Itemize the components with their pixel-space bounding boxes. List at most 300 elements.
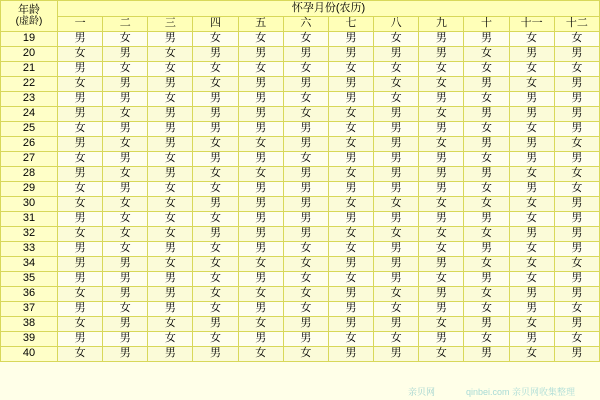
prediction-cell: 男 (419, 152, 464, 167)
age-cell: 32 (1, 227, 58, 242)
prediction-cell: 女 (103, 212, 148, 227)
prediction-cell: 女 (464, 332, 509, 347)
prediction-cell: 男 (238, 107, 283, 122)
prediction-cell: 男 (554, 197, 599, 212)
prediction-cell: 女 (193, 212, 238, 227)
prediction-cell: 男 (328, 347, 373, 362)
table-row (1, 47, 600, 62)
prediction-cell: 女 (148, 212, 193, 227)
prediction-cell: 男 (103, 287, 148, 302)
prediction-cell: 男 (148, 347, 193, 362)
month-header-7: 七 (328, 17, 373, 32)
prediction-cell: 女 (419, 272, 464, 287)
prediction-cell: 男 (509, 332, 554, 347)
prediction-cell: 男 (554, 242, 599, 257)
prediction-cell: 男 (554, 272, 599, 287)
prediction-cell: 男 (103, 317, 148, 332)
prediction-cell: 女 (193, 332, 238, 347)
prediction-cell: 女 (464, 197, 509, 212)
prediction-cell: 男 (509, 107, 554, 122)
prediction-cell: 女 (328, 62, 373, 77)
prediction-cell: 男 (58, 257, 103, 272)
prediction-cell: 女 (509, 317, 554, 332)
prediction-cell: 女 (554, 167, 599, 182)
prediction-cell: 男 (238, 92, 283, 107)
prediction-cell: 女 (58, 47, 103, 62)
prediction-cell: 女 (419, 242, 464, 257)
prediction-cell: 男 (419, 332, 464, 347)
prediction-cell: 女 (283, 272, 328, 287)
prediction-cell: 女 (103, 197, 148, 212)
age-cell: 27 (1, 152, 58, 167)
prediction-cell: 女 (283, 107, 328, 122)
prediction-cell: 女 (509, 122, 554, 137)
prediction-cell: 女 (464, 47, 509, 62)
prediction-cell: 女 (328, 332, 373, 347)
prediction-cell: 女 (328, 227, 373, 242)
prediction-cell: 女 (554, 137, 599, 152)
prediction-cell: 男 (328, 47, 373, 62)
footer-strip (0, 384, 600, 400)
prediction-cell: 女 (509, 347, 554, 362)
prediction-cell: 女 (509, 77, 554, 92)
prediction-cell: 男 (148, 287, 193, 302)
table-row (1, 227, 600, 242)
prediction-cell: 女 (283, 302, 328, 317)
table-body (1, 32, 600, 362)
prediction-cell: 女 (374, 77, 419, 92)
prediction-cell: 男 (374, 212, 419, 227)
table-row (1, 182, 600, 197)
prediction-cell: 女 (509, 242, 554, 257)
watermark-right: qinbei.com 亲贝网收集整理 (466, 387, 576, 397)
prediction-cell: 男 (419, 92, 464, 107)
prediction-cell: 男 (328, 152, 373, 167)
prediction-cell: 女 (193, 77, 238, 92)
prediction-cell: 女 (148, 152, 193, 167)
prediction-cell: 男 (103, 332, 148, 347)
prediction-cell: 女 (238, 137, 283, 152)
prediction-cell: 男 (58, 32, 103, 47)
prediction-cell: 女 (148, 92, 193, 107)
prediction-cell: 男 (554, 152, 599, 167)
prediction-cell: 男 (238, 77, 283, 92)
prediction-cell: 男 (103, 77, 148, 92)
prediction-cell: 男 (328, 77, 373, 92)
prediction-cell: 男 (58, 332, 103, 347)
prediction-cell: 女 (509, 62, 554, 77)
prediction-cell: 男 (419, 47, 464, 62)
prediction-cell: 男 (509, 227, 554, 242)
prediction-cell: 男 (148, 167, 193, 182)
age-cell: 33 (1, 242, 58, 257)
age-cell: 26 (1, 137, 58, 152)
prediction-cell: 男 (328, 302, 373, 317)
prediction-cell: 男 (374, 47, 419, 62)
prediction-cell: 女 (58, 347, 103, 362)
prediction-cell: 男 (193, 122, 238, 137)
prediction-cell: 女 (419, 137, 464, 152)
prediction-cell: 女 (193, 32, 238, 47)
prediction-cell: 男 (464, 212, 509, 227)
prediction-cell: 女 (554, 302, 599, 317)
prediction-cell: 男 (374, 152, 419, 167)
header-title-row (1, 1, 600, 17)
prediction-cell: 男 (103, 92, 148, 107)
prediction-cell: 女 (103, 137, 148, 152)
prediction-cell: 男 (238, 122, 283, 137)
prediction-cell: 男 (554, 77, 599, 92)
prediction-cell: 女 (283, 92, 328, 107)
prediction-cell: 男 (193, 92, 238, 107)
prediction-cell: 女 (283, 287, 328, 302)
month-header-6: 六 (283, 17, 328, 32)
prediction-cell: 男 (58, 167, 103, 182)
prediction-cell: 女 (148, 257, 193, 272)
prediction-cell: 男 (58, 62, 103, 77)
age-cell: 36 (1, 287, 58, 302)
prediction-cell: 女 (419, 197, 464, 212)
prediction-cell: 男 (283, 167, 328, 182)
prediction-cell: 男 (374, 257, 419, 272)
prediction-cell: 女 (419, 107, 464, 122)
prediction-cell: 男 (238, 332, 283, 347)
prediction-cell: 女 (464, 92, 509, 107)
prediction-cell: 女 (193, 167, 238, 182)
prediction-cell: 男 (509, 47, 554, 62)
age-cell: 39 (1, 332, 58, 347)
age-cell: 37 (1, 302, 58, 317)
prediction-cell: 男 (238, 47, 283, 62)
prediction-cell: 男 (103, 347, 148, 362)
table-row (1, 137, 600, 152)
age-cell: 20 (1, 47, 58, 62)
prediction-cell: 女 (328, 272, 373, 287)
prediction-cell: 女 (148, 62, 193, 77)
prediction-cell: 男 (238, 242, 283, 257)
prediction-cell: 女 (509, 167, 554, 182)
prediction-cell: 女 (238, 317, 283, 332)
prediction-cell: 男 (328, 212, 373, 227)
prediction-cell: 男 (238, 182, 283, 197)
age-cell: 30 (1, 197, 58, 212)
prediction-cell: 女 (148, 197, 193, 212)
prediction-cell: 男 (328, 287, 373, 302)
prediction-cell: 女 (193, 272, 238, 287)
prediction-cell: 男 (374, 347, 419, 362)
age-cell: 25 (1, 122, 58, 137)
table-row (1, 62, 600, 77)
prediction-cell: 女 (374, 92, 419, 107)
table-row (1, 332, 600, 347)
month-header-5: 五 (238, 17, 283, 32)
prediction-cell: 男 (58, 272, 103, 287)
prediction-cell: 男 (554, 317, 599, 332)
age-cell: 21 (1, 62, 58, 77)
prediction-cell: 女 (509, 272, 554, 287)
prediction-cell: 男 (283, 227, 328, 242)
prediction-cell: 男 (193, 197, 238, 212)
prediction-cell: 女 (328, 122, 373, 137)
prediction-cell: 女 (419, 317, 464, 332)
prediction-cell: 男 (554, 212, 599, 227)
month-header-1: 一 (58, 17, 103, 32)
prediction-cell: 男 (554, 107, 599, 122)
prediction-cell: 男 (464, 317, 509, 332)
prediction-cell: 女 (283, 242, 328, 257)
month-header-2: 二 (103, 17, 148, 32)
prediction-cell: 女 (58, 122, 103, 137)
prediction-cell: 男 (283, 137, 328, 152)
prediction-cell: 男 (374, 137, 419, 152)
prediction-cell: 女 (328, 197, 373, 212)
prediction-cell: 女 (283, 257, 328, 272)
prediction-cell: 女 (58, 227, 103, 242)
prediction-cell: 女 (58, 182, 103, 197)
prediction-cell: 男 (374, 107, 419, 122)
prediction-cell: 女 (148, 47, 193, 62)
prediction-cell: 男 (148, 242, 193, 257)
prediction-cell: 男 (148, 77, 193, 92)
prediction-cell: 男 (419, 167, 464, 182)
table-row (1, 92, 600, 107)
prediction-cell: 女 (148, 332, 193, 347)
prediction-cell: 男 (103, 47, 148, 62)
prediction-cell: 男 (374, 272, 419, 287)
prediction-cell: 男 (374, 167, 419, 182)
prediction-cell: 男 (238, 302, 283, 317)
age-header-line2: (虚龄) (15, 15, 43, 27)
prediction-cell: 女 (374, 32, 419, 47)
prediction-cell: 男 (328, 32, 373, 47)
prediction-cell: 男 (238, 272, 283, 287)
prediction-cell: 男 (509, 92, 554, 107)
table-row (1, 212, 600, 227)
age-cell: 35 (1, 272, 58, 287)
prediction-cell: 男 (419, 302, 464, 317)
prediction-cell: 女 (509, 32, 554, 47)
prediction-cell: 男 (328, 257, 373, 272)
prediction-cell: 女 (464, 302, 509, 317)
prediction-cell: 男 (283, 122, 328, 137)
prediction-cell: 男 (283, 317, 328, 332)
prediction-cell: 女 (58, 152, 103, 167)
age-header-line1: 年龄 (18, 3, 40, 16)
prediction-cell: 男 (509, 302, 554, 317)
table-row (1, 197, 600, 212)
prediction-cell: 女 (328, 167, 373, 182)
prediction-cell: 女 (103, 32, 148, 47)
header-month-row (1, 17, 600, 32)
prediction-cell: 男 (419, 182, 464, 197)
prediction-cell: 男 (419, 32, 464, 47)
prediction-cell: 男 (103, 122, 148, 137)
prediction-cell: 女 (554, 32, 599, 47)
prediction-cell: 女 (283, 152, 328, 167)
prediction-cell: 男 (328, 182, 373, 197)
prediction-cell: 男 (509, 137, 554, 152)
prediction-cell: 男 (464, 347, 509, 362)
prediction-cell: 男 (464, 167, 509, 182)
prediction-cell: 男 (238, 227, 283, 242)
prediction-cell: 女 (148, 227, 193, 242)
prediction-cell: 女 (193, 257, 238, 272)
table-row (1, 32, 600, 47)
prediction-cell: 男 (103, 272, 148, 287)
prediction-cell: 男 (58, 92, 103, 107)
prediction-cell: 男 (374, 242, 419, 257)
prediction-cell: 男 (554, 92, 599, 107)
prediction-cell: 男 (238, 152, 283, 167)
prediction-cell: 男 (374, 182, 419, 197)
prediction-cell: 男 (148, 272, 193, 287)
prediction-cell: 女 (238, 347, 283, 362)
table-row (1, 302, 600, 317)
prediction-cell: 女 (374, 287, 419, 302)
table-row (1, 152, 600, 167)
chart-title: 怀孕月份(农历) (58, 1, 600, 17)
prediction-cell: 女 (464, 287, 509, 302)
prediction-cell: 女 (374, 332, 419, 347)
age-cell: 22 (1, 77, 58, 92)
prediction-cell: 女 (554, 257, 599, 272)
table-row (1, 167, 600, 182)
prediction-cell: 女 (283, 62, 328, 77)
prediction-cell: 男 (419, 287, 464, 302)
age-cell: 31 (1, 212, 58, 227)
prediction-cell: 男 (58, 242, 103, 257)
prediction-cell: 女 (554, 62, 599, 77)
month-header-10: 十 (464, 17, 509, 32)
age-cell: 34 (1, 257, 58, 272)
prediction-cell: 女 (509, 257, 554, 272)
prediction-cell: 女 (193, 302, 238, 317)
prediction-cell: 女 (193, 242, 238, 257)
table-header (1, 1, 600, 32)
prediction-cell: 男 (193, 227, 238, 242)
prediction-cell: 男 (103, 152, 148, 167)
prediction-cell: 男 (193, 47, 238, 62)
prediction-cell: 男 (328, 317, 373, 332)
prediction-cell: 男 (238, 212, 283, 227)
prediction-cell: 女 (374, 227, 419, 242)
prediction-cell: 男 (58, 137, 103, 152)
prediction-cell: 男 (554, 347, 599, 362)
prediction-cell: 女 (554, 332, 599, 347)
prediction-cell: 女 (238, 167, 283, 182)
table-row (1, 242, 600, 257)
prediction-cell: 女 (283, 347, 328, 362)
prediction-cell: 男 (103, 182, 148, 197)
prediction-cell: 男 (148, 32, 193, 47)
prediction-cell: 男 (103, 257, 148, 272)
prediction-cell: 女 (193, 287, 238, 302)
age-cell: 38 (1, 317, 58, 332)
prediction-cell: 男 (283, 47, 328, 62)
prediction-cell: 女 (193, 62, 238, 77)
table-row (1, 317, 600, 332)
prediction-cell: 女 (464, 122, 509, 137)
prediction-cell: 女 (374, 302, 419, 317)
month-header-4: 四 (193, 17, 238, 32)
prediction-cell: 男 (193, 152, 238, 167)
prediction-cell: 女 (58, 317, 103, 332)
prediction-cell: 女 (509, 212, 554, 227)
prediction-cell: 男 (419, 122, 464, 137)
prediction-cell: 女 (509, 197, 554, 212)
month-header-11: 十一 (509, 17, 554, 32)
prediction-cell: 女 (419, 77, 464, 92)
prediction-cell: 女 (238, 287, 283, 302)
prediction-cell: 男 (554, 287, 599, 302)
prediction-cell: 男 (464, 107, 509, 122)
prediction-cell: 女 (283, 32, 328, 47)
prediction-cell: 男 (464, 137, 509, 152)
prediction-cell: 男 (554, 47, 599, 62)
prediction-cell: 男 (283, 212, 328, 227)
prediction-cell: 男 (148, 107, 193, 122)
prediction-cell: 男 (509, 152, 554, 167)
table-row (1, 122, 600, 137)
prediction-cell: 男 (554, 227, 599, 242)
prediction-cell: 男 (58, 302, 103, 317)
prediction-cell: 女 (58, 197, 103, 212)
age-cell: 29 (1, 182, 58, 197)
prediction-cell: 女 (374, 197, 419, 212)
month-header-8: 八 (374, 17, 419, 32)
prediction-cell: 男 (148, 302, 193, 317)
month-header-12: 十二 (554, 17, 599, 32)
watermark-left: 亲贝网 (408, 387, 436, 397)
prediction-cell: 男 (283, 332, 328, 347)
prediction-cell: 女 (238, 62, 283, 77)
prediction-cell: 男 (148, 137, 193, 152)
prediction-cell: 女 (464, 182, 509, 197)
prediction-cell: 女 (328, 107, 373, 122)
prediction-cell: 女 (419, 347, 464, 362)
prediction-cell: 男 (238, 197, 283, 212)
table-row (1, 257, 600, 272)
prediction-cell: 男 (509, 287, 554, 302)
prediction-cell: 男 (554, 122, 599, 137)
prediction-cell: 女 (328, 242, 373, 257)
prediction-cell: 女 (58, 287, 103, 302)
prediction-cell: 女 (193, 137, 238, 152)
prediction-cell: 男 (283, 197, 328, 212)
month-header-9: 九 (419, 17, 464, 32)
prediction-cell: 女 (103, 107, 148, 122)
age-cell: 19 (1, 32, 58, 47)
prediction-cell: 女 (464, 152, 509, 167)
prediction-cell: 女 (374, 62, 419, 77)
month-header-3: 三 (148, 17, 193, 32)
prediction-cell: 男 (328, 92, 373, 107)
age-cell: 24 (1, 107, 58, 122)
prediction-cell: 男 (374, 317, 419, 332)
prediction-cell: 男 (58, 212, 103, 227)
table-row (1, 347, 600, 362)
prediction-cell: 女 (464, 257, 509, 272)
prediction-cell: 男 (193, 317, 238, 332)
prediction-cell: 女 (103, 242, 148, 257)
prediction-cell: 女 (148, 182, 193, 197)
prediction-cell: 女 (103, 227, 148, 242)
table-row (1, 107, 600, 122)
prediction-cell: 男 (148, 122, 193, 137)
prediction-cell: 男 (464, 32, 509, 47)
prediction-cell: 男 (419, 257, 464, 272)
table-row (1, 77, 600, 92)
